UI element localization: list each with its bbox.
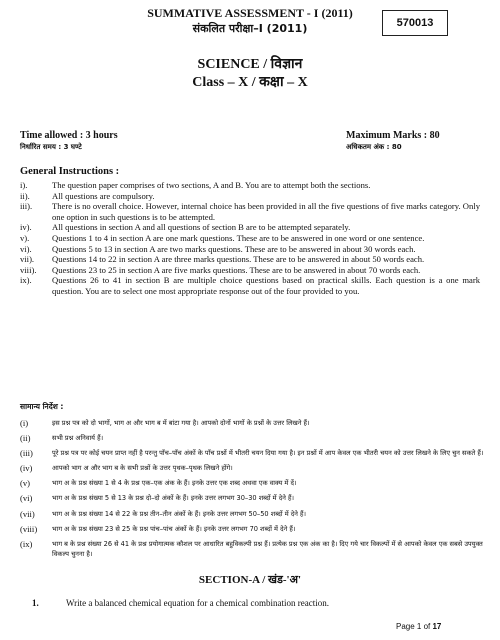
instruction-item	[20, 233, 480, 244]
hindi-instruction-item-number: (iv)	[20, 463, 33, 474]
page-of-label: of	[421, 622, 433, 631]
hindi-instruction-item-text: भाग अ के प्रश्न संख्या 1 से 4 के प्रश्न एक–एक अंक के हैं। इनके उत्तर एक शब्द अथवा एक वाक्य में दें।	[52, 479, 297, 488]
hindi-instruction-item-text: आपको भाग अ और भाग ब के सभी प्रश्नों के उत्तर पृथक–पृथक लिखने होंगे।	[52, 464, 233, 473]
question-text: Write a balanced chemical equation for a chemical combination reaction.	[66, 598, 330, 608]
instruction-item	[20, 191, 480, 202]
instruction-item	[20, 275, 480, 296]
instruction-item-text: Questions 5 to 13 in section A are two marks questions. These are to be answered in about 30 words each.	[52, 243, 416, 254]
hindi-instruction-item	[20, 463, 485, 473]
instruction-item-number: ii).	[20, 190, 30, 201]
hindi-instruction-item-number: (vii)	[20, 508, 35, 519]
page-total: 17	[432, 622, 442, 631]
question-number: 1.	[32, 598, 39, 608]
instruction-item-number: ix).	[20, 275, 32, 286]
hindi-instruction-item	[20, 524, 485, 534]
instruction-item-text: The question paper comprises of two sections, A and B. You are to attempt both the sections.	[52, 180, 371, 190]
time-allowed-hi: निर्धारित समय : 3 घण्टे	[20, 143, 82, 151]
hindi-instruction-item	[20, 539, 485, 560]
hindi-instruction-item-text: भाग ब के प्रश्न संख्या 26 से 41 के प्रश्न प्रयोगात्मक कौशल पर आधारित बहुविकल्पी प्रश्न हैं। प्रत्येक प्रश्न एक अंक का है। दिए गये चार विकल्पों में से आपको केवल एक सबसे उपयुक्त विकल्प चुनना है।	[52, 539, 483, 559]
instruction-item	[20, 254, 480, 265]
exam-title-hi: संकलित परीक्षा–I (2011)	[192, 22, 308, 35]
hindi-instruction-item-text: पूरे प्रश्न पत्र पर कोई चयन प्राप्त नहीं है परन्तु पाँच–पाँच अंकों के पाँच प्रश्नों में भीतरी चयन दिया गया है। इन प्रश्नों में आप केवल एक भीतरी चयन को उत्तर लिखने के लिए चुन सकते हैं।	[52, 449, 484, 458]
instruction-item-text: Questions 23 to 25 in section A are five marks questions. These are to be answered in about 70 words each.	[52, 264, 421, 275]
instruction-item	[20, 201, 480, 222]
hindi-instruction-item	[20, 509, 485, 519]
hindi-instruction-item-number: (viii)	[20, 523, 38, 534]
hindi-instruction-item-number: (ii)	[20, 433, 31, 444]
hindi-instruction-item	[20, 433, 485, 443]
class-title: Class – X / कक्षा – X	[192, 75, 308, 90]
instruction-item-text: Questions 26 to 41 in section B are multiple choice questions based on practical skills. Each question is a one mark question. You are to select one most appropriate response out of the four provided to you.	[52, 275, 480, 296]
time-allowed: Time allowed : 3 hours	[20, 130, 118, 141]
instruction-item-text: All questions in section A and all questions of section B are to be attempted separately.	[52, 222, 351, 233]
hindi-instructions-heading: सामान्य निर्देश :	[20, 402, 64, 411]
hindi-instruction-item	[20, 493, 485, 503]
instruction-item-number: i).	[20, 180, 28, 190]
hindi-instruction-item-number: (v)	[20, 478, 31, 489]
hindi-instruction-item	[20, 478, 485, 488]
hindi-instruction-item-number: (ix)	[20, 538, 33, 549]
hindi-instruction-item-text: सभी प्रश्न अनिवार्य हैं।	[52, 434, 104, 443]
instruction-item-text: Questions 14 to 22 in section A are three marks questions. These are to be answered in about 50 words each.	[52, 254, 425, 265]
instruction-item-number: v).	[20, 232, 30, 243]
instruction-item-number: vii).	[20, 254, 35, 265]
instruction-item	[20, 222, 480, 233]
hindi-instruction-item	[20, 448, 485, 458]
hindi-instruction-item-text: भाग अ के प्रश्न संख्या 5 से 13 के प्रश्न दो–दो अंकों के हैं। इनके उत्तर लगभग 30–30 शब्दों में देने हैं।	[52, 494, 294, 503]
hindi-instruction-item-text: इस प्रश्न पत्र को दो भागों, भाग अ और भाग ब में बांटा गया है। आपको दोनों भागों के प्रश्नों के उत्तर लिखने हैं।	[52, 419, 310, 427]
hindi-instruction-item-number: (vi)	[20, 493, 33, 504]
instruction-item-text: All questions are compulsory.	[52, 190, 155, 201]
instruction-item-number: iv).	[20, 222, 32, 233]
instruction-item-number: viii).	[20, 264, 37, 275]
page-current: 1	[416, 622, 422, 631]
subject-title: SCIENCE / विज्ञान	[197, 57, 303, 72]
instruction-item	[20, 244, 480, 255]
instruction-item-number: iii).	[20, 201, 33, 212]
hindi-instruction-item-number: (i)	[20, 418, 29, 428]
instruction-item	[20, 265, 480, 276]
instructions-list	[20, 180, 480, 297]
instruction-item-text: Questions 1 to 4 in section A are one mark questions. These are to be answered in one word or one sentence.	[52, 232, 425, 243]
hindi-instruction-item-text: भाग अ के प्रश्न संख्या 23 से 25 के प्रश्न पांच–पांच अंकों के हैं। इनके उत्तर लगभग 70 शब्दों में देने हैं।	[52, 524, 296, 533]
hindi-instruction-item	[20, 418, 485, 428]
hindi-instructions-list	[20, 418, 485, 564]
hindi-instruction-item-text: भाग अ के प्रश्न संख्या 14 से 22 के प्रश्न तीन–तीन अंकों के हैं। इनके उत्तर लगभग 50–50 शब्दों में देने हैं।	[52, 509, 306, 518]
page-label: Page	[396, 622, 417, 631]
maximum-marks-hi: अधिकतम अंक : 80	[346, 143, 402, 151]
instruction-item-text: There is no overall choice. However, internal choice has been provided in all the five questions of five marks category. Only one option in such questions is to be attempted.	[52, 201, 480, 222]
page-number	[396, 622, 441, 631]
instruction-item-number: vi).	[20, 243, 32, 254]
exam-title-en: SUMMATIVE ASSESSMENT - I (2011)	[147, 6, 353, 20]
instructions-heading: General Instructions :	[20, 166, 120, 177]
paper-code: 570013	[382, 10, 448, 36]
instruction-item	[20, 180, 480, 191]
maximum-marks: Maximum Marks : 80	[346, 130, 440, 141]
section-heading: SECTION-A / खंड-'अ'	[198, 574, 302, 586]
hindi-instruction-item-number: (iii)	[20, 448, 33, 459]
